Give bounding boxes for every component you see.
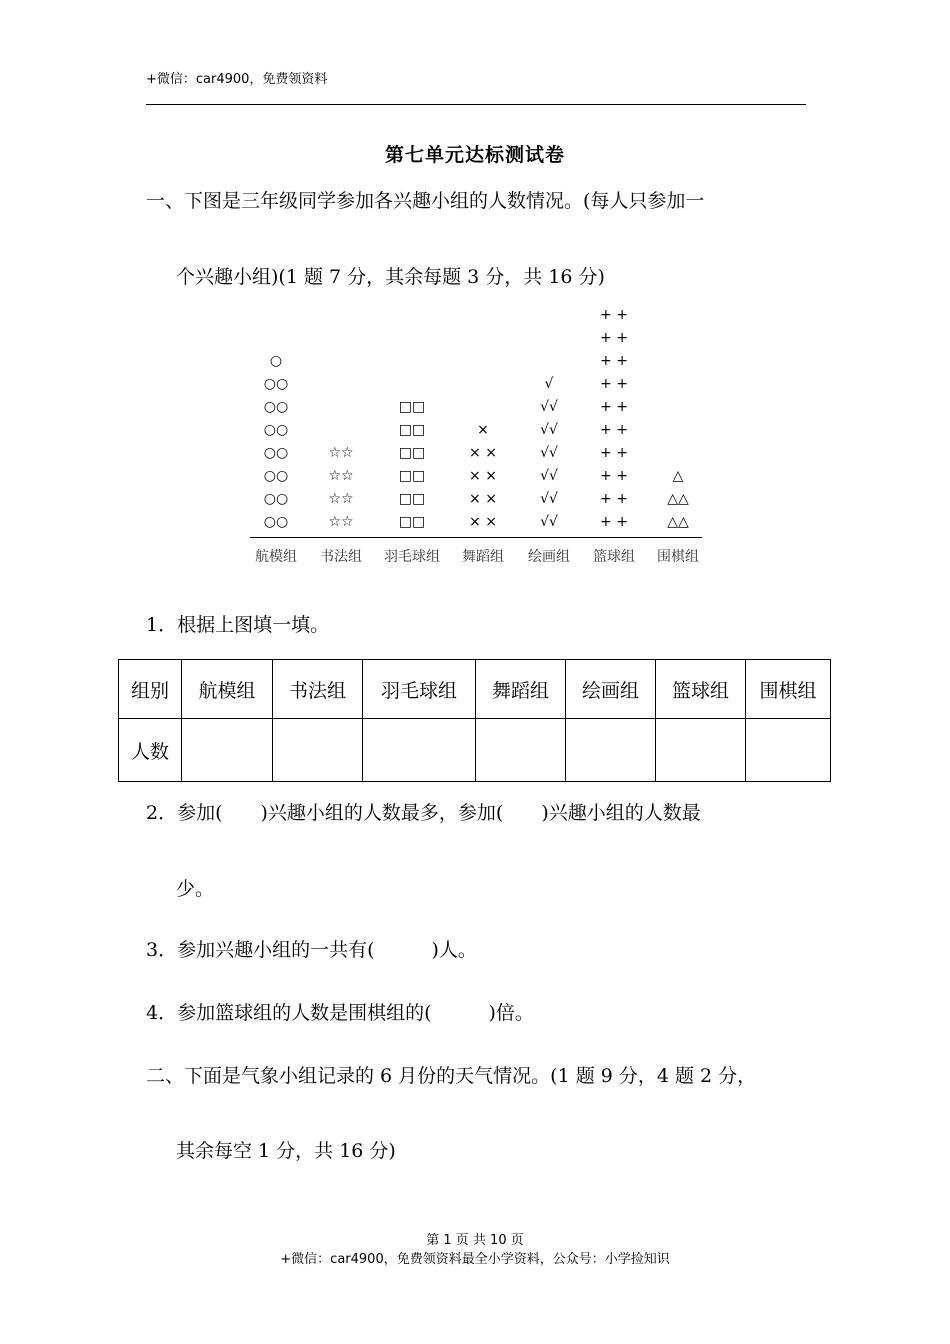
pictograph-symbol-row: ☆☆ <box>328 514 354 530</box>
header-divider <box>146 104 806 105</box>
q2-line2: 少。 <box>176 878 215 900</box>
pictograph-label: 羽毛球组 <box>384 549 440 565</box>
pictograph-symbol-row: + + <box>600 422 628 438</box>
pictograph-symbol-row: + + <box>600 491 628 507</box>
table-cell: 绘画组 <box>566 660 656 719</box>
pictograph-symbol-row: ○○ <box>263 376 289 392</box>
table-cell: 羽毛球组 <box>363 660 476 719</box>
pictograph-column <box>453 419 513 534</box>
page-title: 第七单元达标测试卷 <box>384 144 565 166</box>
pictograph-symbol-row: △△ <box>667 491 689 507</box>
pictograph-symbol-row: × × <box>469 445 497 461</box>
pictograph-column <box>648 465 708 534</box>
table-cell: 围棋组 <box>746 660 831 719</box>
page-number: 第 1 页 共 10 页 <box>426 1233 524 1248</box>
table-row <box>119 719 831 782</box>
pictograph-symbol-row: + + <box>600 468 628 484</box>
table-cell: 人数 <box>119 719 182 782</box>
pictograph-symbol-row: √√ <box>540 399 558 415</box>
count-table <box>118 659 831 782</box>
pictograph-symbol-row: × × <box>469 468 497 484</box>
pictograph-symbol-row: ○ <box>269 353 283 369</box>
section1-line2: 个兴趣小组)(1 题 7 分，其余每题 3 分，共 16 分) <box>176 266 605 288</box>
pictograph-symbol-row: ○○ <box>263 491 289 507</box>
pictograph-symbol-row: □□ <box>398 491 426 507</box>
pictograph-axis <box>250 537 702 538</box>
table-cell: 航模组 <box>182 660 273 719</box>
table-cell: 篮球组 <box>656 660 746 719</box>
pictograph-symbol-row: √√ <box>540 468 558 484</box>
pictograph-column <box>519 373 579 534</box>
section1-line1: 一、下图是三年级同学参加各兴趣小组的人数情况。(每人只参加一 <box>146 190 705 212</box>
pictograph-symbol-row: □□ <box>398 445 426 461</box>
footer-note: +微信：car4900，免费领资料最全小学资料，公众号：小学捡知识 <box>280 1252 670 1267</box>
pictograph-label: 书法组 <box>320 549 362 565</box>
pictograph-symbol-row: + + <box>600 445 628 461</box>
table-cell: 舞蹈组 <box>476 660 566 719</box>
pictograph-column <box>311 442 371 534</box>
pictograph-symbol-row: + + <box>600 330 628 346</box>
pictograph-symbol-row: □□ <box>398 514 426 530</box>
table-cell: 书法组 <box>273 660 363 719</box>
answer-cell[interactable] <box>363 719 476 782</box>
pictograph-symbol-row: + + <box>600 399 628 415</box>
answer-cell[interactable] <box>476 719 566 782</box>
pictograph-symbol-row: √√ <box>540 514 558 530</box>
section2-line1: 二、下面是气象小组记录的 6 月份的天气情况。(1 题 9 分，4 题 2 分， <box>146 1065 757 1087</box>
pictograph <box>0 0 950 580</box>
pictograph-symbol-row: √ <box>544 376 554 392</box>
pictograph-symbol-row: ○○ <box>263 399 289 415</box>
pictograph-label: 绘画组 <box>528 549 570 565</box>
table-row <box>119 660 831 719</box>
pictograph-symbol-row: □□ <box>398 468 426 484</box>
answer-cell[interactable] <box>273 719 363 782</box>
pictograph-symbol-row: × <box>477 422 489 438</box>
pictograph-symbol-row: √√ <box>540 422 558 438</box>
pictograph-symbol-row: ☆☆ <box>328 491 354 507</box>
pictograph-symbol-row: ○○ <box>263 514 289 530</box>
answer-cell[interactable] <box>566 719 656 782</box>
answer-cell[interactable] <box>746 719 831 782</box>
section2-line2: 其余每空 1 分，共 16 分) <box>176 1140 396 1162</box>
pictograph-symbol-row: √√ <box>540 445 558 461</box>
pictograph-symbol-row: ☆☆ <box>328 468 354 484</box>
pictograph-symbol-row: ○○ <box>263 445 289 461</box>
q2-line1: 2．参加( )兴趣小组的人数最多，参加( )兴趣小组的人数最 <box>146 802 701 824</box>
pictograph-symbol-row: + + <box>600 514 628 530</box>
pictograph-symbol-row: ○○ <box>263 468 289 484</box>
pictograph-symbol-row: △△ <box>667 514 689 530</box>
pictograph-symbol-row: + + <box>600 307 628 323</box>
pictograph-symbol-row: □□ <box>398 422 426 438</box>
pictograph-label: 篮球组 <box>593 549 635 565</box>
header-note: +微信：car4900，免费领资料 <box>146 72 328 87</box>
table-cell: 组别 <box>119 660 182 719</box>
q1-text: 1．根据上图填一填。 <box>146 614 330 636</box>
pictograph-symbol-row: ○○ <box>263 422 289 438</box>
pictograph-symbol-row: + + <box>600 353 628 369</box>
pictograph-symbol-row: √√ <box>540 491 558 507</box>
pictograph-column <box>246 350 306 534</box>
pictograph-symbol-row: △ <box>672 468 684 484</box>
answer-cell[interactable] <box>656 719 746 782</box>
pictograph-symbol-row: ☆☆ <box>328 445 354 461</box>
pictograph-symbol-row: × × <box>469 514 497 530</box>
pictograph-label: 围棋组 <box>657 549 699 565</box>
pictograph-symbol-row: × × <box>469 491 497 507</box>
pictograph-label: 舞蹈组 <box>462 549 504 565</box>
pictograph-column <box>382 396 442 534</box>
q3-text: 3．参加兴趣小组的一共有( )人。 <box>146 939 477 961</box>
answer-cell[interactable] <box>182 719 273 782</box>
q4-text: 4．参加篮球组的人数是围棋组的( )倍。 <box>146 1002 534 1024</box>
pictograph-column <box>584 304 644 534</box>
pictograph-symbol-row: + + <box>600 376 628 392</box>
pictograph-symbol-row: □□ <box>398 399 426 415</box>
pictograph-label: 航模组 <box>255 549 297 565</box>
